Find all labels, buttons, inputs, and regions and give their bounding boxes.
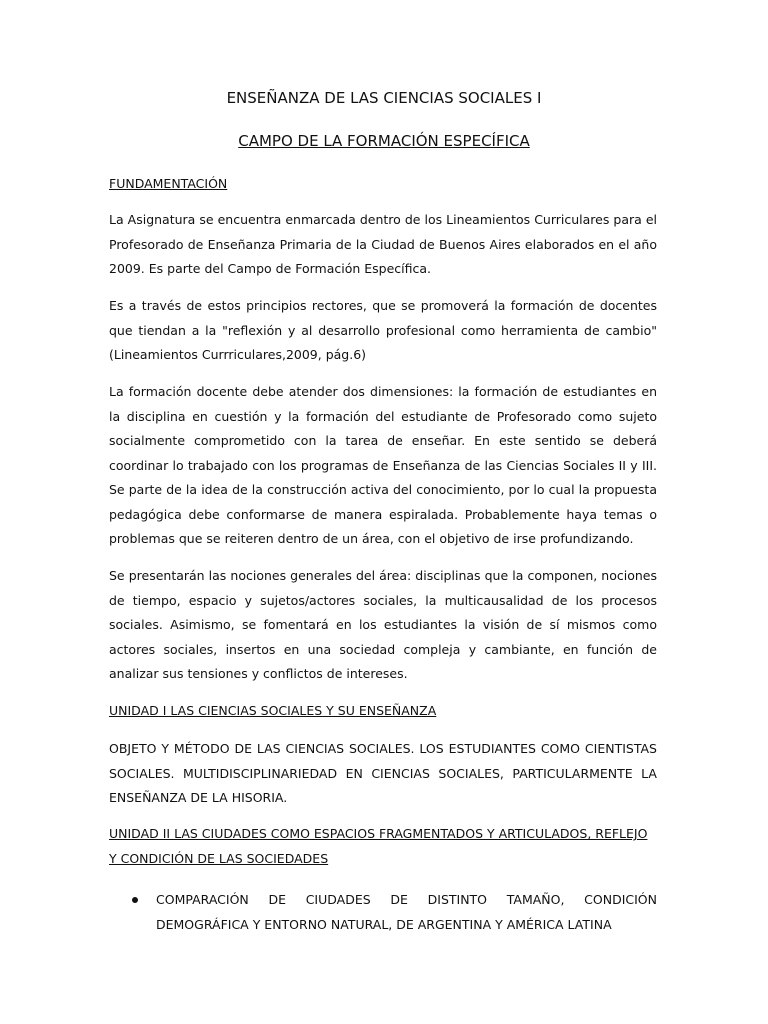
paragraph: Es a través de estos principios rectores, que se promoverá la formación de docentes que tiendan a la "reflexión y al desarrollo profesional como herramienta de cambio" (Lineamientos Currriculares,2009, pág.6) bbox=[109, 298, 657, 362]
bullet-icon bbox=[132, 897, 138, 903]
unidad-2-list bbox=[109, 888, 657, 937]
unidad-1-text: OBJETO Y MÉTODO DE LAS CIENCIAS SOCIALES. LOS ESTUDIANTES COMO CIENTISTAS SOCIALES. MULTIDISCIPLINARIEDAD EN CIENCIAS SOCIALES, PARTICULARMENTE LA ENSEÑANZA DE LA HISORIA. bbox=[109, 741, 657, 805]
list-item bbox=[109, 888, 657, 937]
paragraph: Se presentarán las nociones generales del área: disciplinas que la componen, nociones de tiempo, espacio y sujetos/actores sociales, la multicausalidad de los procesos sociales. Asimismo, se fomentará en los estudiantes la visión de sí mismos como actores sociales, insertos en una sociedad compleja y cambiante, en función de analizar sus tensiones y conflictos de intereses. bbox=[109, 568, 657, 681]
unidad-1-heading: UNIDAD I LAS CIENCIAS SOCIALES Y SU ENSEÑANZA bbox=[109, 703, 437, 718]
unidad-2-heading: UNIDAD II LAS CIUDADES COMO ESPACIOS FRAGMENTADOS Y ARTICULADOS, REFLEJO Y CONDICIÓN DE LAS SOCIEDADES bbox=[109, 826, 648, 866]
list-item-text: COMPARACIÓN DE CIUDADES DE DISTINTO TAMAÑO, CONDICIÓN DEMOGRÁFICA Y ENTORNO NATURAL, DE ARGENTINA Y AMÉRICA LATINA bbox=[156, 892, 657, 932]
fundamentacion-heading: FUNDAMENTACIÓN bbox=[109, 176, 228, 191]
document-subtitle: CAMPO DE LA FORMACIÓN ESPECÍFICA bbox=[238, 132, 530, 150]
paragraph: La formación docente debe atender dos dimensiones: la formación de estudiantes en la disciplina en cuestión y la formación del estudiante de Profesorado como sujeto socialmente comprometido con la tarea de enseñar. En este sentido se deberá coordinar lo trabajado con los programas de Enseñanza de las Ciencias Sociales II y III. Se parte de la idea de la construcción activa del conocimiento, por lo cual la propuesta pedagógica debe conformarse de manera espiralada. Probablemente haya temas o problemas que se reiteren dentro de un área, con el objetivo de irse profundizando. bbox=[109, 384, 657, 546]
document-title: ENSEÑANZA DE LAS CIENCIAS SOCIALES I bbox=[226, 89, 542, 107]
paragraph: La Asignatura se encuentra enmarcada dentro de los Lineamientos Curriculares para el Profesorado de Enseñanza Primaria de la Ciudad de Buenos Aires elaborados en el año 2009. Es parte del Campo de Formación Específica. bbox=[109, 212, 657, 276]
